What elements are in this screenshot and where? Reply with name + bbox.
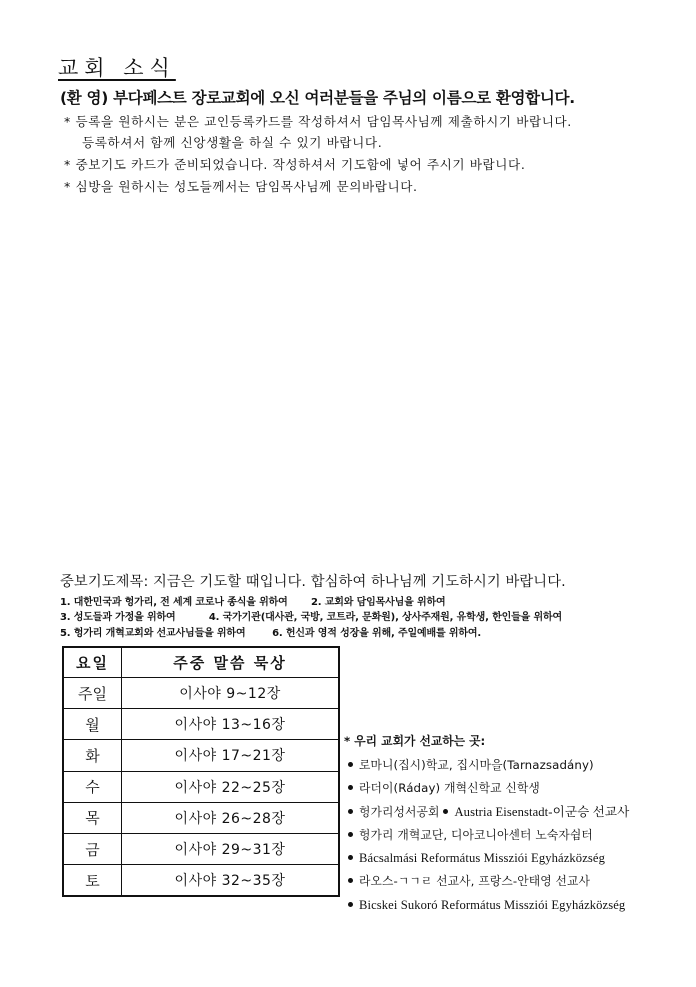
- mission-item-text: 헝가리 개혁교단, 디아코니아센터 노숙자쉼터: [359, 827, 593, 842]
- note-registration-continued: 등록하셔서 함께 신앙생활을 하실 수 있기 바랍니다.: [82, 135, 383, 150]
- table-row: [63, 865, 339, 897]
- bullet-icon: [348, 832, 353, 837]
- day-cell: 금: [63, 833, 122, 864]
- column-header-day: 요일: [63, 647, 122, 678]
- mission-list: [344, 732, 629, 918]
- bullet-icon: [348, 855, 353, 860]
- reading-cell: 이사야 9~12장: [122, 678, 340, 709]
- table-row: [63, 678, 339, 709]
- list-item: [344, 895, 629, 918]
- prayer-line: 5. 헝가리 개혁교회와 선교사님들을 위하여 6. 헌신과 영적 성장을 위해, 주일예배를 위하여.: [60, 628, 482, 639]
- welcome-message: (환 영) 부다페스트 장로교회에 오신 여러분들을 주님의 이름으로 환영합니다.: [60, 89, 575, 107]
- table-header-row: [63, 647, 339, 678]
- day-cell: 주일: [63, 678, 122, 709]
- reading-cell: 이사야 32~35장: [122, 865, 340, 897]
- day-cell: 목: [63, 802, 122, 833]
- meditation-schedule-table: [62, 646, 340, 897]
- reading-cell: 이사야 17~21장: [122, 740, 340, 771]
- mission-list-title: * 우리 교회가 선교하는 곳:: [344, 734, 486, 748]
- list-item: [344, 778, 629, 801]
- reading-cell: 이사야 22~25장: [122, 771, 340, 802]
- note-visitation: * 심방을 원하시는 성도들께서는 담임목사님께 문의바랍니다.: [64, 179, 418, 194]
- column-header-reading: 주중 말씀 묵상: [122, 647, 340, 678]
- reading-cell: 이사야 29~31장: [122, 833, 340, 864]
- note-prayer-card: * 중보기도 카드가 준비되었습니다. 작성하셔서 기도함에 넣어 주시기 바랍니다.: [64, 157, 526, 172]
- bullet-icon: [348, 785, 353, 790]
- list-item: [344, 848, 629, 871]
- mission-item-text: 라오스-ㄱㄱㄹ 선교사, 프랑스-안태영 선교사: [359, 874, 591, 889]
- mission-item-text: 로마니(집시)학교, 집시마을(Tarnazsadány): [359, 758, 594, 772]
- mission-item-text: 라더이(Ráday) 개혁신학교 신학생: [359, 781, 540, 796]
- prayer-line: 1. 대한민국과 헝가리, 전 세계 코로나 종식을 위하여 2. 교회와 담임목사님을 위하여: [60, 597, 446, 608]
- page-heading: 교회 소식: [58, 56, 176, 80]
- day-cell: 월: [63, 709, 122, 740]
- note-registration: * 등록을 원하시는 분은 교인등록카드를 작성하셔서 담임목사님께 제출하시기 바랍니다.: [64, 114, 572, 129]
- bullet-icon: [348, 902, 353, 907]
- reading-cell: 이사야 26~28장: [122, 802, 340, 833]
- prayer-topics-title: 중보기도제목: 지금은 기도할 때입니다. 합심하여 하나님께 기도하시기 바랍니다.: [60, 574, 566, 590]
- table-row: [63, 802, 339, 833]
- mission-item-text: Bicskei Sukoró Református Missziói Egyházközség: [359, 897, 626, 912]
- bullet-icon: [348, 878, 353, 883]
- list-item: [344, 825, 629, 848]
- table-row: [63, 771, 339, 802]
- day-cell: 토: [63, 865, 122, 897]
- list-item: [344, 802, 629, 825]
- mission-item-text: Austria Eisenstadt-이군승 선교사: [454, 804, 630, 819]
- bullet-icon: [348, 809, 353, 814]
- bullet-icon: [443, 809, 448, 814]
- list-item: [344, 755, 629, 778]
- day-cell: 화: [63, 740, 122, 771]
- mission-item-text: 헝가리성서공회: [359, 804, 440, 819]
- bullet-icon: [348, 762, 353, 767]
- day-cell: 수: [63, 771, 122, 802]
- reading-cell: 이사야 13~16장: [122, 709, 340, 740]
- mission-item-text: Bácsalmási Református Missziói Egyházközség: [359, 851, 605, 866]
- table-row: [63, 709, 339, 740]
- list-item: [344, 871, 629, 894]
- table-row: [63, 740, 339, 771]
- prayer-line: 3. 성도들과 가정을 위하여 4. 국가기관(대사관, 국방, 코트라, 문화원), 상사주재원, 유학생, 한인들을 위하여: [60, 612, 563, 623]
- table-row: [63, 833, 339, 864]
